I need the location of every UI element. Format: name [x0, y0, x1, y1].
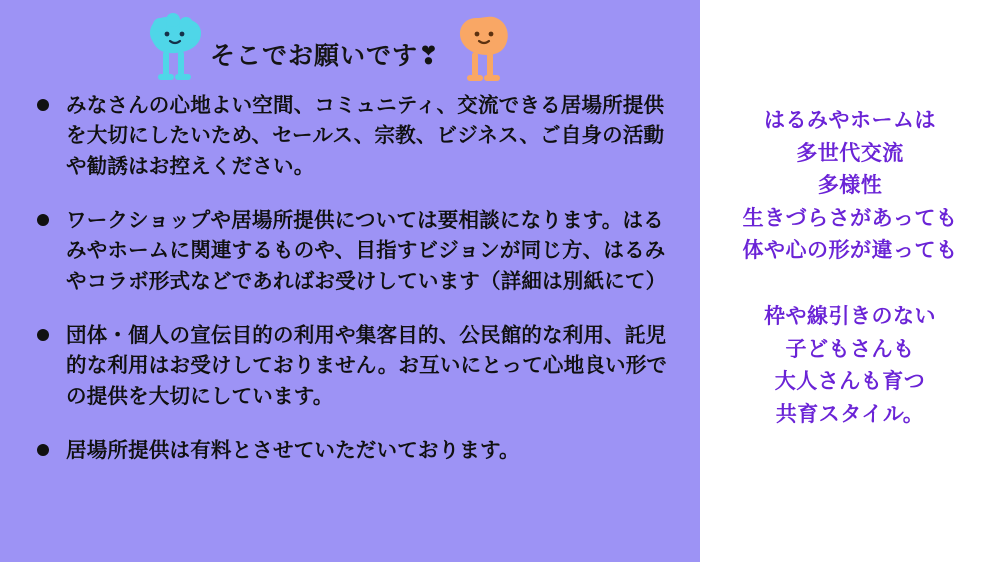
list-item — [32, 205, 672, 296]
page-title: そこでお願いです❣ — [210, 41, 440, 70]
bullet-dot-icon — [37, 329, 49, 341]
bullet-list — [32, 90, 672, 489]
side-text-line: 枠や線引きのない — [764, 304, 936, 328]
list-item — [32, 90, 672, 181]
cyan-blob-character-icon — [140, 12, 210, 92]
side-text-line: 体や心の形が違っても — [742, 238, 958, 263]
header — [0, 8, 700, 88]
bullet-dot-icon — [37, 214, 49, 226]
side-text-line: 多世代交流 — [796, 140, 904, 165]
list-item-text: みなさんの心地よい空間、コミュニティ、交流できる居場所提供を大切にしたいため、セールス、宗教、ビジネス、ご自身の活動や勧誘はお控えください。 — [66, 93, 665, 178]
side-text-line: 多様性 — [817, 173, 883, 198]
side-text-line: 大人さんも育つ — [774, 369, 926, 394]
list-item — [32, 320, 672, 411]
list-item-text: ワークショップや居場所提供については要相談になります。はるみやホームに関連するものや、目指すビジョンが同じ方、はるみやコラボ形式などであればお受けしています（詳細は別紙にて） — [66, 207, 667, 293]
list-item-text: 団体・個人の宣伝目的の利用や集客目的、公民館的な利用、託児的な利用はお受けしておりません。お互いにとって心地良い形での提供を大切にしています。 — [66, 322, 668, 408]
list-item-text: 居場所提供は有料とさせていただいております。 — [66, 437, 520, 462]
side-text-block-2 — [700, 300, 1000, 430]
right-panel — [700, 0, 1000, 562]
side-text-block-1 — [700, 104, 1000, 267]
side-text-line: はるみやホームは — [764, 108, 936, 132]
side-text-line: 子どもさんも — [785, 336, 915, 361]
orange-blob-character-icon — [452, 12, 518, 92]
side-text-line: 共育スタイル。 — [775, 401, 925, 426]
list-item — [32, 435, 672, 465]
side-text-line: 生きづらさがあっても — [742, 205, 958, 230]
bullet-dot-icon — [37, 444, 49, 456]
bullet-dot-icon — [37, 99, 49, 111]
